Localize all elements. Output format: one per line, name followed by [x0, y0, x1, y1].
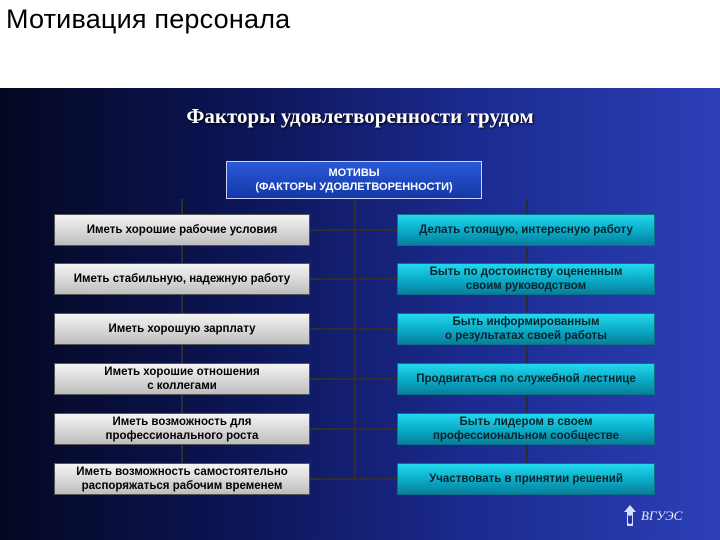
logo-mark-icon: [622, 504, 638, 528]
left-factor-line1: Иметь возможность самостоятельно: [76, 466, 288, 478]
left-factor-line1: Иметь возможность для: [112, 416, 252, 428]
right-factor-line2: профессиональном сообществе: [432, 430, 620, 442]
connector-branch: [310, 229, 397, 231]
right-factor-box: [397, 214, 655, 246]
logo-text: ВГУЭС: [641, 508, 683, 523]
left-factor-box: [54, 463, 310, 495]
right-factor-line2: своим руководством: [465, 280, 587, 292]
root-node-motives: [226, 161, 482, 199]
left-factor-line1: Иметь хорошие рабочие условия: [86, 224, 278, 236]
university-logo: [622, 504, 682, 528]
slide-title: Факторы удовлетворенности трудом: [186, 104, 534, 128]
right-factor-box: [397, 413, 655, 445]
slide: [0, 88, 720, 540]
right-factor-line1: Продвигаться по служебной лестнице: [416, 373, 636, 385]
right-factor-box: [397, 263, 655, 295]
right-factor-box: [397, 463, 655, 495]
connector-branch: [310, 478, 397, 480]
left-factor-box: [54, 413, 310, 445]
root-node-line2: (ФАКТОРЫ УДОВЛЕТВОРЕННОСТИ): [255, 181, 453, 193]
right-factor-line1: Быть по достоинству оцененным: [429, 266, 623, 278]
right-factor-box: [397, 313, 655, 345]
right-factor-line2: о результатах своей работы: [444, 330, 608, 342]
root-node-line1: МОТИВЫ: [328, 167, 380, 179]
left-factor-line1: Иметь хорошие отношения: [104, 366, 260, 378]
connector-branch: [310, 378, 397, 380]
left-factor-box: [54, 214, 310, 246]
connector-trunk: [354, 199, 356, 480]
left-factor-box: [54, 313, 310, 345]
right-factor-line1: Участвовать в принятии решений: [429, 473, 623, 485]
left-factor-line1: Иметь хорошую зарплату: [108, 323, 256, 335]
left-factor-box: [54, 263, 310, 295]
right-factor-line1: Быть информированным: [452, 316, 600, 328]
right-factor-box: [397, 363, 655, 395]
connector-branch: [310, 328, 397, 330]
left-factor-line2: распоряжаться рабочим временем: [81, 480, 283, 492]
right-factor-line1: Быть лидером в своем: [459, 416, 593, 428]
left-factor-line2: профессионального роста: [105, 430, 259, 442]
left-factor-box: [54, 363, 310, 395]
connector-branch: [310, 278, 397, 280]
left-factor-line2: с коллегами: [147, 380, 217, 392]
page-title: Мотивация персонала: [6, 4, 291, 34]
left-factor-line1: Иметь стабильную, надежную работу: [73, 273, 291, 285]
right-factor-line1: Делать стоящую, интересную работу: [419, 224, 633, 236]
connector-branch: [310, 428, 397, 430]
